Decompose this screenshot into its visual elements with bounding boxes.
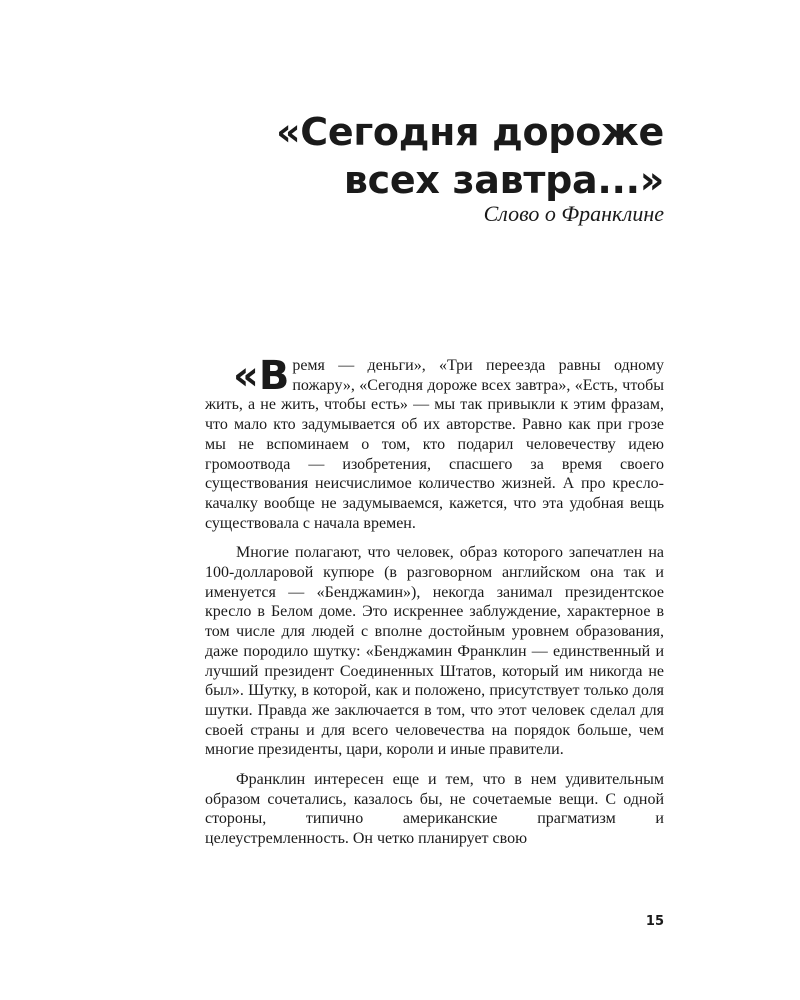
- chapter-subtitle: Слово о Франклине: [483, 201, 664, 226]
- paragraph-3: Франклин интересен еще и тем, что в нем удивительным образом сочетались, казалось бы, не сочетаемые вещи. С одной стороны, типично американские прагматизм и целеустремленность. Он четко планирует свою: [205, 771, 664, 848]
- chapter-title-line-2: всех завтра...»: [343, 158, 664, 202]
- drop-cap: «В: [233, 353, 290, 399]
- paragraph-1: [205, 353, 664, 533]
- body-text: [205, 353, 664, 859]
- page-number: 15: [645, 914, 664, 929]
- chapter-title-line-1: «Сегодня дороже: [276, 110, 664, 154]
- paragraph-2: Многие полагают, что человек, образ которого запечатлен на 100-долларовой купюре (в разговорном английском она так и именуется — «Бенджамин»), некогда занимал президентское кресло в Белом доме. Это искреннее заблуждение, характерное в том числе для людей с вполне достойным уровнем образования, даже породило шутку: «Бенджамин Франклин — единственный и лучший президент Соединенных Штатов, который им никогда не был». Шутку, в которой, как и положено, присутствует только доля шутки. Правда же заключается в том, что этот человек сделал для своей страны и для всего человечества на порядок больше, чем многие президенты, цари, короли и иные правители.: [205, 544, 664, 759]
- chapter-title: [104, 108, 664, 204]
- paragraph-1-text: ремя — деньги», «Три переезда равны одному пожару», «Сегодня дороже всех завтра», «Есть, чтобы жить, а не жить, чтобы есть» — мы так привыкли к этим фразам, что мало кто задумывается об их авторстве. Равно как при грозе мы не вспоминаем о том, кто подарил человечеству идею громоотвода — изобретения, спасшего за время своего существования неисчислимое количество жизней. А про кресло-качалку вообще не задумываемся, кажется, что эта удобная вещь существовала с начала времен.: [205, 357, 664, 532]
